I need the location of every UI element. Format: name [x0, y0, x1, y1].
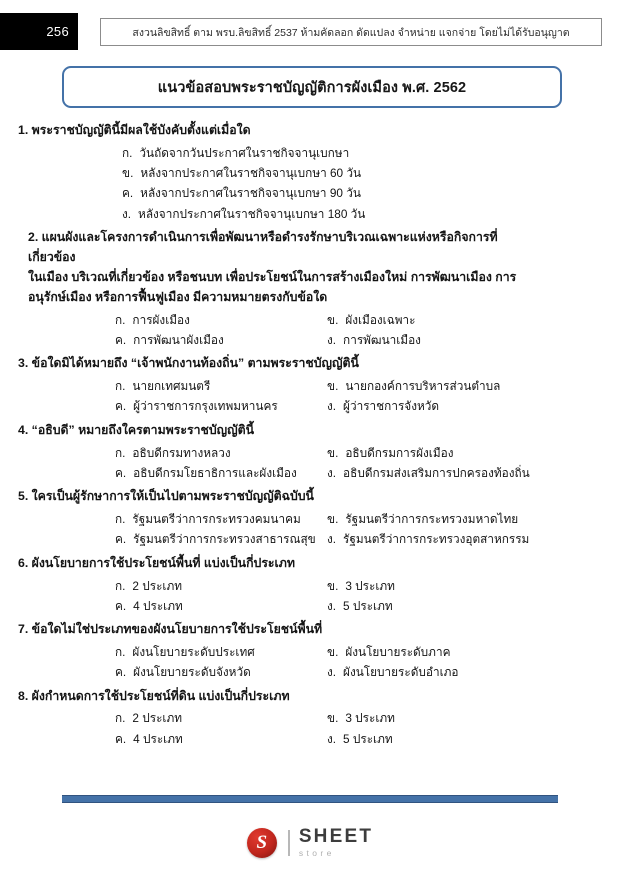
question-block: [0, 228, 600, 350]
footer-divider: [62, 795, 558, 803]
question-line: อนุรักษ์เมือง หรือการฟื้นฟูเมือง มีความหมายตรงกับข้อใด: [28, 289, 328, 304]
question-block: [0, 687, 600, 749]
logo-divider: [288, 830, 290, 856]
choice-label: 5 ประเภท: [343, 598, 393, 613]
choice-option[interactable]: [327, 310, 560, 330]
choice-option[interactable]: [327, 463, 560, 483]
choice-label: 2 ประเภท: [132, 578, 183, 593]
choice-label: ผู้ว่าราชการกรุงเทพมหานคร: [133, 399, 278, 414]
choice-label: การผังเมือง: [132, 312, 190, 327]
choice-option[interactable]: [115, 310, 327, 330]
choice-row: [115, 529, 560, 549]
question-text: [0, 554, 600, 574]
choice-label: 2 ประเภท: [132, 711, 183, 726]
choice-label: รัฐมนตรีว่าการกระทรวงมหาดไทย: [345, 512, 519, 527]
choice-key: ง.: [327, 399, 337, 414]
choice-list: [0, 509, 600, 550]
choice-key: ข.: [327, 578, 339, 593]
choice-list: [0, 443, 600, 484]
logo-primary-text: SHEET: [298, 826, 374, 848]
choice-key: ง.: [327, 465, 337, 480]
choice-label: นายกองค์การบริหารส่วนตำบล: [345, 379, 501, 394]
choice-label: อธิบดีกรมโยธาธิการและผังเมือง: [133, 465, 297, 480]
choice-option[interactable]: [115, 529, 327, 549]
choice-label: หลังจากประกาศในราชกิจจานุเบกษา 90 วัน: [140, 186, 361, 201]
choice-key: ง.: [122, 206, 132, 221]
choice-option[interactable]: [327, 330, 560, 350]
choice-row: [115, 509, 560, 529]
choice-row: [115, 596, 560, 616]
copyright-notice-text: สงวนลิขสิทธิ์ ตาม พรบ.ลิขสิทธิ์ 2537 ห้ามคัดลอก ดัดแปลง จำหน่าย แจกจ่าย โดยไม่ได้รับอนุญาต: [132, 26, 570, 39]
question-block: [0, 354, 600, 416]
choice-list: [0, 708, 600, 749]
page-number: 256: [46, 24, 69, 39]
page-title: แนวข้อสอบพระราชบัญญัติการผังเมือง พ.ศ. 2562: [157, 79, 467, 96]
choice-label: นายกเทศมนตรี: [132, 379, 211, 394]
choice-label: ผังนโยบายระดับจังหวัด: [133, 665, 251, 680]
choice-label: 3 ประเภท: [345, 578, 395, 593]
question-line: ในเมือง บริเวณที่เกี่ยวข้อง หรือชนบท เพื่อประโยชน์ในการสร้างเมืองใหม่ การพัฒนาเมือง การ: [28, 269, 517, 284]
logo-secondary-text: store: [298, 848, 335, 858]
choice-option[interactable]: [327, 396, 560, 416]
choice-key: ค.: [115, 665, 127, 680]
question-text: [0, 421, 600, 441]
choice-label: การพัฒนาเมือง: [343, 332, 421, 347]
copyright-notice-box: [100, 18, 602, 46]
question-line: 2. แผนผังและโครงการดำเนินการเพื่อพัฒนาหรือดำรงรักษาบริเวณเฉพาะแห่งหรือกิจการที่เกี่ยวข้อง: [28, 230, 498, 264]
choice-option[interactable]: [327, 596, 560, 616]
choice-option[interactable]: [327, 642, 560, 662]
question-block: [0, 554, 600, 616]
question-text: [0, 487, 600, 507]
choice-option[interactable]: [122, 204, 560, 224]
choice-key: ข.: [327, 379, 339, 394]
choice-option[interactable]: [115, 376, 327, 396]
choice-key: ง.: [327, 665, 337, 680]
choice-option[interactable]: [115, 576, 327, 596]
choice-label: หลังจากประกาศในราชกิจจานุเบกษา 180 วัน: [138, 206, 366, 221]
question-line: 8. ผังกำหนดการใช้ประโยชน์ที่ดิน แบ่งเป็นกี่ประเภท: [18, 688, 290, 703]
choice-key: ค.: [115, 465, 127, 480]
choice-key: ข.: [327, 512, 339, 527]
choice-key: ก.: [115, 578, 126, 593]
choice-label: ผังนโยบายระดับภาค: [345, 645, 451, 659]
choice-label: อธิบดีกรมการผังเมือง: [345, 445, 454, 460]
page-header: [0, 0, 620, 50]
choice-row: [115, 330, 560, 350]
choice-label: รัฐมนตรีว่าการกระทรวงคมนาคม: [132, 512, 301, 527]
choice-option[interactable]: [115, 396, 327, 416]
choice-option[interactable]: [115, 509, 327, 529]
choice-key: ก.: [115, 645, 126, 659]
choice-label: อธิบดีกรมทางหลวง: [132, 445, 231, 460]
choice-key: ค.: [115, 731, 127, 746]
choice-label: ผู้ว่าราชการจังหวัด: [343, 399, 440, 414]
choice-key: ง.: [327, 731, 337, 746]
sheet-store-logo: [0, 827, 620, 858]
choice-key: ง.: [327, 598, 337, 613]
choice-label: อธิบดีกรมส่งเสริมการปกครองท้องถิ่น: [343, 465, 530, 480]
choice-key: ค.: [115, 399, 127, 414]
question-line: 7. ข้อใดไม่ใช่ประเภทของผังนโยบายการใช้ประโยชน์พื้นที่: [18, 622, 323, 637]
question-line: 6. ผังนโยบายการใช้ประโยชน์พื้นที่ แบ่งเป็นกี่ประเภท: [18, 555, 295, 570]
choice-row: [115, 463, 560, 483]
choice-row: [115, 376, 560, 396]
choice-list: [0, 143, 600, 224]
choice-option[interactable]: [327, 662, 560, 682]
choice-list: [0, 310, 600, 351]
choice-row: [115, 443, 560, 463]
quiz-questions-list: [0, 121, 620, 749]
choice-row: [115, 396, 560, 416]
choice-option[interactable]: [115, 330, 327, 350]
question-block: [0, 487, 600, 549]
choice-key: ก.: [115, 445, 126, 460]
choice-label: 5 ประเภท: [343, 731, 393, 746]
choice-label: รัฐมนตรีว่าการกระทรวงสาธารณสุข: [133, 532, 316, 547]
choice-key: ค.: [115, 598, 127, 613]
question-block: [0, 421, 600, 483]
question-text: [0, 354, 600, 374]
choice-label: การพัฒนาผังเมือง: [133, 332, 224, 347]
choice-row: [115, 729, 560, 749]
choice-option[interactable]: [327, 729, 560, 749]
choice-key: ก.: [115, 379, 126, 394]
logo-s-badge-icon: [247, 828, 277, 858]
choice-label: 4 ประเภท: [133, 598, 183, 613]
choice-option[interactable]: [115, 708, 327, 728]
choice-option[interactable]: [115, 443, 327, 463]
choice-key: ง.: [327, 332, 337, 347]
document-title-box: [62, 66, 562, 108]
question-line: 5. ใครเป็นผู้รักษาการให้เป็นไปตามพระราชบัญญัติฉบับนี้: [18, 489, 314, 504]
question-line: 3. ข้อใดมิได้หมายถึง “เจ้าพนักงานท้องถิ่น” ตามพระราชบัญญัตินี้: [18, 356, 359, 371]
choice-key: ค.: [115, 332, 127, 347]
choice-row: [122, 204, 560, 224]
question-line: 4. “อธิบดี” หมายถึงใครตามพระราชบัญญัตินี้: [18, 422, 254, 437]
choice-key: ง.: [327, 532, 337, 547]
choice-key: ค.: [115, 532, 127, 547]
question-line: 1. พระราชบัญญัตินี้มีผลใช้บังคับตั้งแต่เมื่อใด: [18, 123, 251, 137]
choice-key: ข.: [122, 166, 134, 181]
page-footer: [0, 795, 620, 858]
choice-label: 4 ประเภท: [133, 731, 183, 746]
choice-key: ก.: [115, 312, 126, 327]
choice-row: [115, 708, 560, 728]
question-block: [0, 121, 600, 224]
choice-key: ค.: [122, 186, 134, 201]
choice-row: [122, 163, 560, 183]
choice-row: [115, 662, 560, 682]
question-text: [0, 620, 600, 640]
choice-list: [0, 576, 600, 617]
logo-mark-letter: S: [256, 832, 268, 854]
question-block: [0, 620, 600, 682]
page-number-badge: [0, 13, 78, 50]
choice-option[interactable]: [327, 576, 560, 596]
choice-label: 3 ประเภท: [345, 711, 395, 726]
choice-list: [0, 376, 600, 417]
choice-row: [115, 310, 560, 330]
choice-option[interactable]: [115, 729, 327, 749]
question-text: [0, 687, 600, 707]
choice-key: ข.: [327, 312, 339, 327]
choice-label: ผังเมืองเฉพาะ: [345, 312, 416, 327]
choice-label: ผังนโยบายระดับอำเภอ: [343, 665, 459, 680]
choice-key: ข.: [327, 711, 339, 726]
choice-row: [122, 143, 560, 163]
choice-option[interactable]: [115, 642, 327, 662]
choice-option[interactable]: [327, 708, 560, 728]
choice-key: ข.: [327, 645, 339, 659]
choice-option[interactable]: [327, 509, 560, 529]
choice-label: ผังนโยบายระดับประเทศ: [132, 645, 255, 659]
choice-row: [122, 183, 560, 203]
choice-label: หลังจากประกาศในราชกิจจานุเบกษา 60 วัน: [140, 166, 362, 181]
question-text: [0, 228, 600, 308]
choice-label: รัฐมนตรีว่าการกระทรวงอุตสาหกรรม: [343, 532, 530, 547]
choice-option[interactable]: [115, 596, 327, 616]
choice-key: ก.: [115, 711, 126, 726]
choice-option[interactable]: [122, 143, 560, 163]
choice-option[interactable]: [115, 662, 327, 682]
logo-wordmark: [299, 827, 373, 858]
choice-key: ก.: [115, 512, 126, 527]
choice-option[interactable]: [122, 163, 560, 183]
choice-option[interactable]: [327, 443, 560, 463]
choice-option[interactable]: [327, 529, 560, 549]
choice-key: ก.: [122, 145, 133, 160]
choice-label: วันถัดจากวันประกาศในราชกิจจานุเบกษา: [139, 145, 350, 160]
choice-option[interactable]: [327, 376, 560, 396]
choice-option[interactable]: [122, 183, 560, 203]
question-text: [0, 121, 600, 141]
choice-row: [115, 576, 560, 596]
choice-list: [0, 642, 600, 683]
choice-row: [115, 642, 560, 662]
choice-option[interactable]: [115, 463, 327, 483]
choice-key: ข.: [327, 445, 339, 460]
